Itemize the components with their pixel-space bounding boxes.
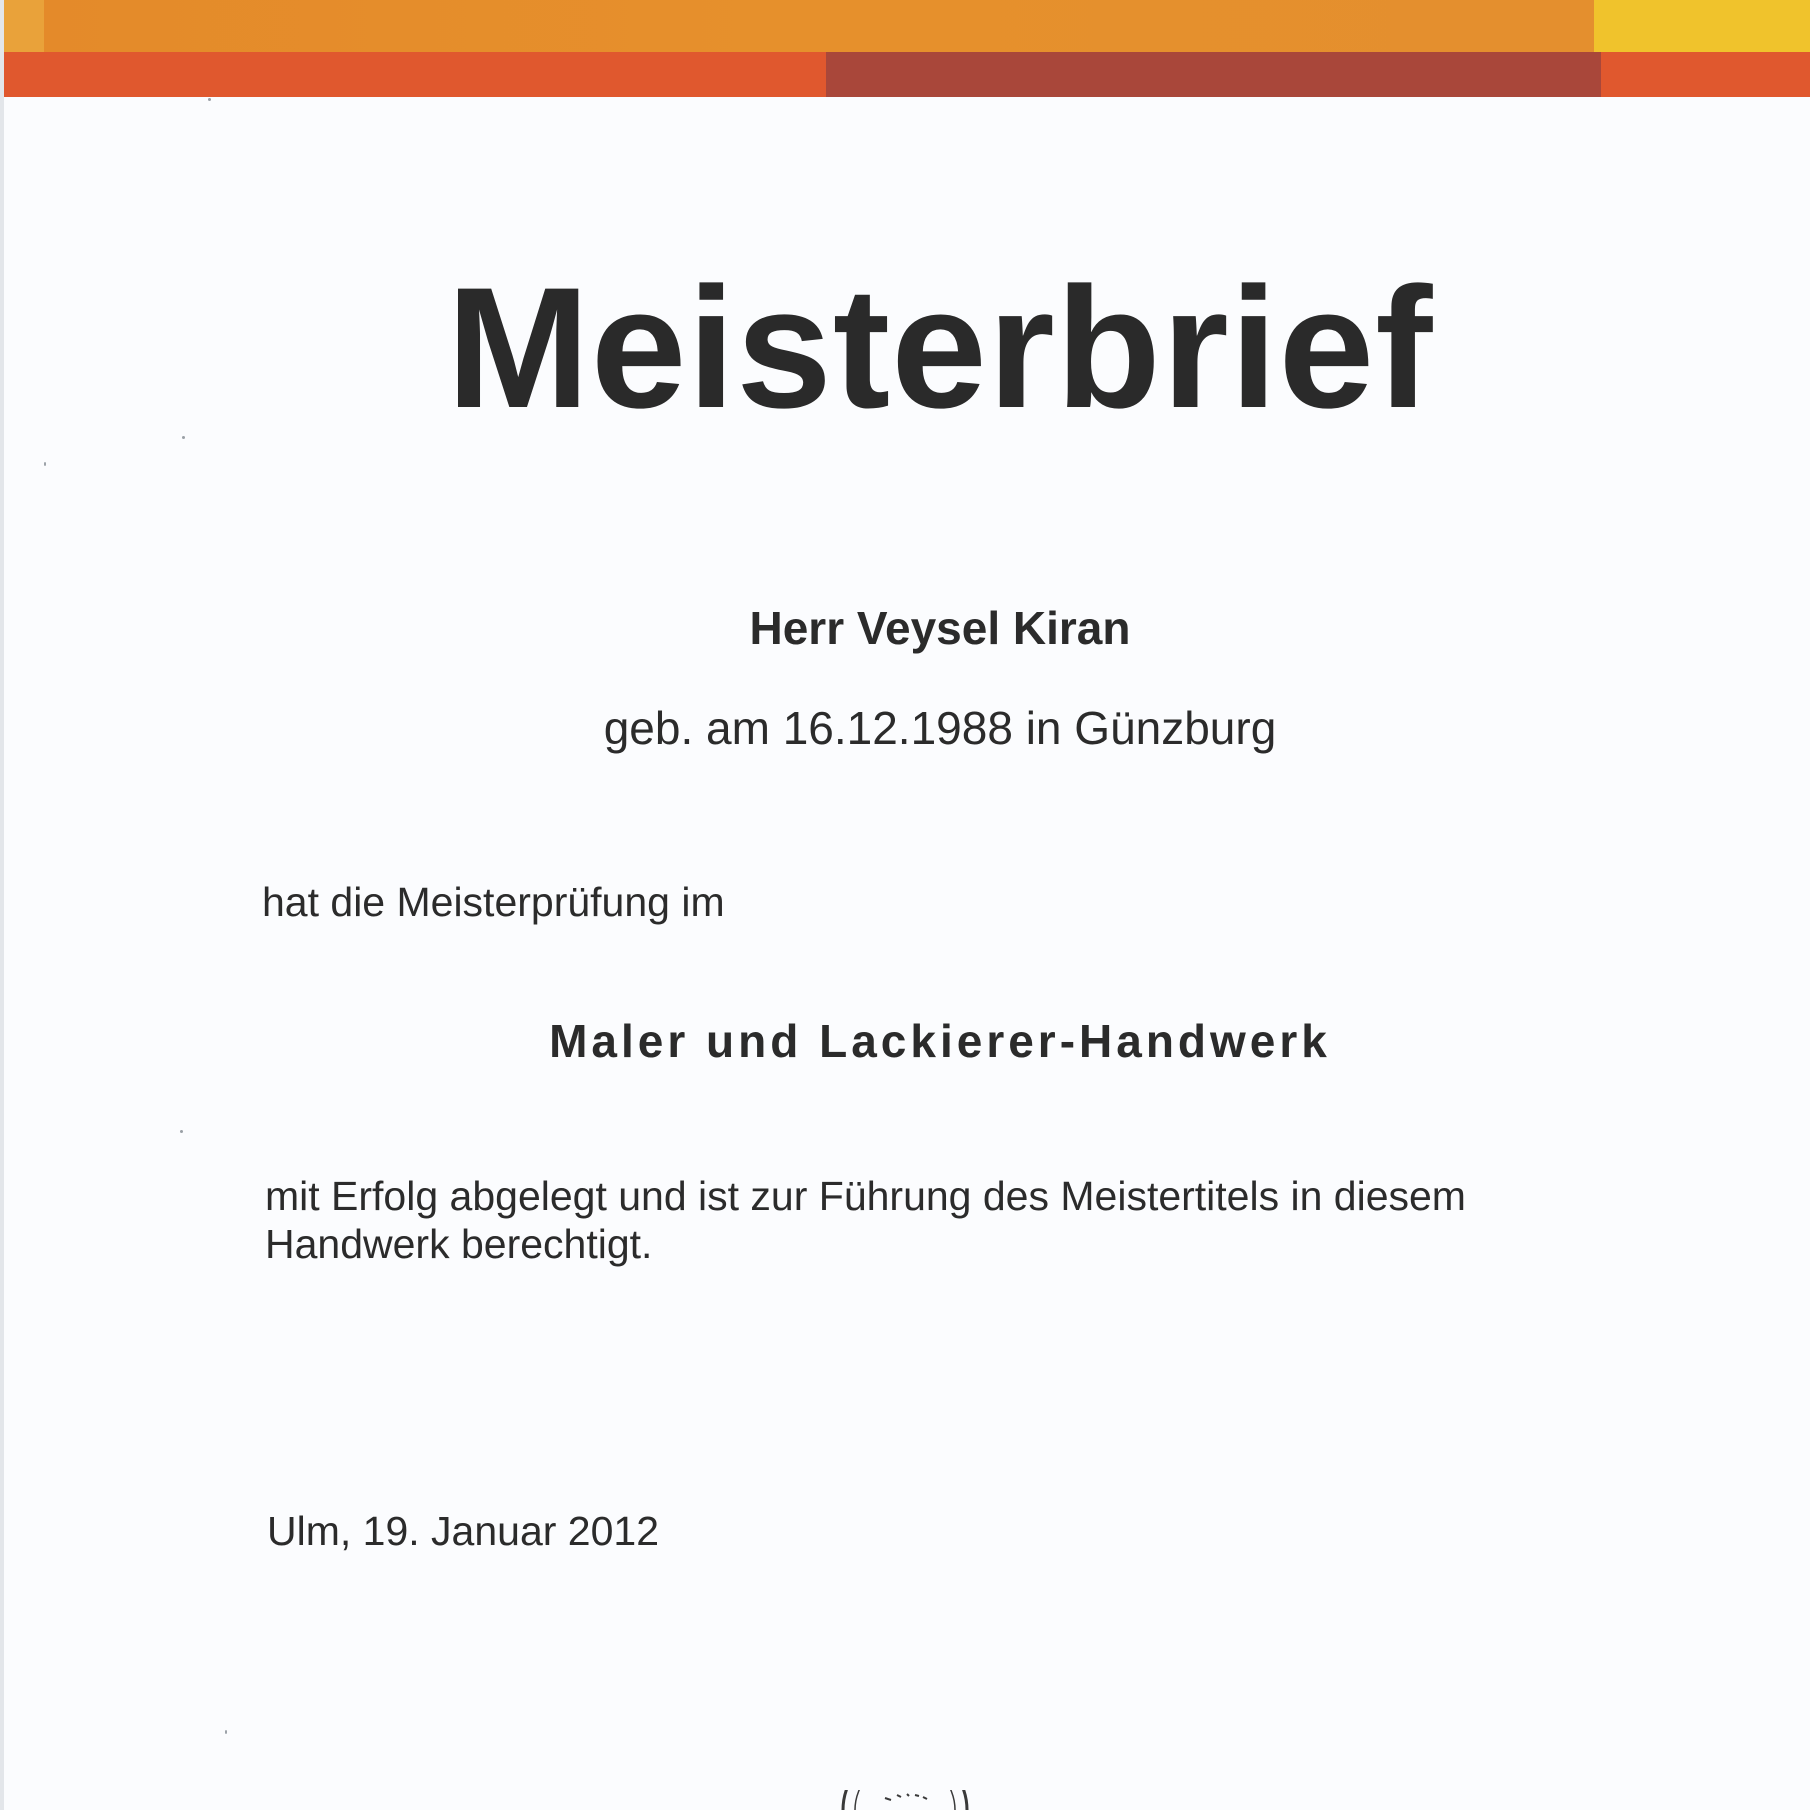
header-band-brown: [826, 52, 1601, 97]
paper-speck: [44, 462, 46, 466]
certificate-title: Meisterbrief: [446, 252, 1434, 444]
header-band-yellow: [1594, 0, 1810, 52]
qualification-statement: [265, 1172, 1565, 1268]
header-band-red-orange-left: [4, 52, 826, 97]
statement-line-2: Handwerk berechtigt.: [265, 1221, 653, 1267]
birth-info: geb. am 16.12.1988 in Günzburg: [603, 702, 1277, 754]
paper-speck: [180, 1130, 183, 1133]
header-band-orange: [4, 0, 1594, 52]
paper-speck: [182, 436, 185, 439]
paper-speck: [225, 1730, 227, 1734]
seal-icon: [835, 1790, 975, 1810]
header-band-light-orange: [4, 0, 44, 52]
trade-name: Maler und Lackierer-Handwerk: [549, 1015, 1331, 1067]
place-and-date: Ulm, 19. Januar 2012: [267, 1508, 660, 1554]
header-band-red-orange-right: [1601, 52, 1810, 97]
recipient-name: Herr Veysel Kiran: [749, 602, 1131, 654]
intro-line: hat die Meisterprüfung im: [262, 879, 725, 925]
paper-speck: [208, 98, 211, 101]
statement-line-1: mit Erfolg abgelegt und ist zur Führung des Meistertitels in diesem: [265, 1173, 1466, 1219]
